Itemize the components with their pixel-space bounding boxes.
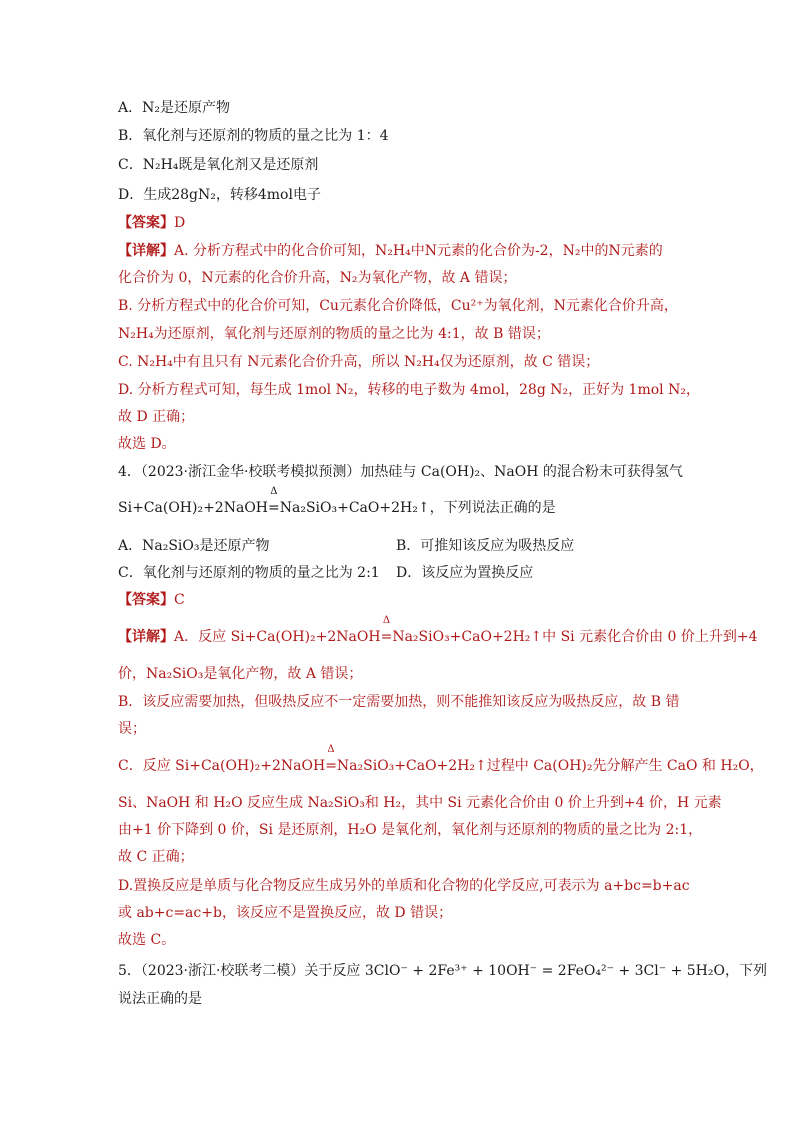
q3-explain-line-8: 故选 D。 — [118, 436, 176, 452]
q4-option-a: A．Na₂SiO₃是还原产物 — [118, 538, 270, 554]
answer-value: D — [174, 215, 186, 231]
q3-explain-line-5: C. N₂H₄中有且只有 N元素化合价升高，所以 N₂H₄仅为还原剂，故 C 错误； — [118, 354, 600, 370]
explain-label: 【详解】 — [118, 629, 174, 645]
q4-stem-line-1: 4．（2023·浙江金华·校联考模拟预测）加热硅与 Ca(OH)₂、NaOH 的混合粉末可获得氢气 — [118, 464, 683, 480]
explain-label: 【详解】 — [118, 243, 174, 259]
q3-explain-line-4: N₂H₄为还原剂，氧化剂与还原剂的物质的量之比为 4:1，故 B 错误； — [118, 326, 550, 342]
heating-equals-sign: Δ = — [268, 486, 280, 516]
q4-explain-line-1: 【详解】A．反应 Si+Ca(OH)₂+2NaOH Δ =Na₂SiO₃+CaO+2H₂↑中 Si 元素化合价由 0 价上升到+4 — [118, 615, 758, 645]
q3-answer-line — [118, 213, 185, 233]
q4-option-d: D．该反应为置换反应 — [396, 565, 534, 581]
q4-explain-line-2: 价，Na₂SiO₃是氧化产物，故 A 错误； — [118, 666, 363, 682]
q3-explain-line-6: D. 分析方程式可知，每生成 1mol N₂，转移的电子数为 4mol，28g N₂，正好为 1mol N₂， — [118, 382, 700, 398]
q3-option-b: B．氧化剂与还原剂的物质的量之比为 1：4 — [118, 128, 389, 144]
q3-option-d: D．生成28gN₂，转移4mol电子 — [118, 187, 321, 203]
q3-explain-line-2: 化合价为 0，N元素的化合价升高，N₂为氧化产物，故 A 错误； — [118, 270, 517, 286]
q3-explain-line-3: B. 分析方程式中的化合价可知，Cu元素化合价降低，Cu²⁺为氧化剂，N元素化合价升高， — [118, 298, 678, 314]
answer-label: 【答案】 — [118, 215, 174, 231]
q5-stem-line-2: 说法正确的是 — [118, 991, 202, 1007]
q3-option-c: C．N₂H₄既是氧化剂又是还原剂 — [118, 157, 319, 173]
answer-value: C — [174, 592, 185, 608]
q4-explain-line-8: 故 C 正确； — [118, 849, 194, 865]
q4-explain-line-5: C．反应 Si+Ca(OH)₂+2NaOH Δ =Na₂SiO₃+CaO+2H₂↑过程中 Ca(OH)₂先分解产生 CaO 和 H₂O， — [118, 744, 764, 774]
q4-explain-line-4: 误； — [118, 721, 146, 737]
q4-answer-line — [118, 590, 185, 610]
q4-explain-line-9: D.置换反应是单质与化合物反应生成另外的单质和化合物的化学反应,可表示为 a+bc=b+ac — [118, 878, 690, 894]
q4-explain-line-11: 故选 C。 — [118, 932, 176, 948]
q4-explain-line-6: Si、NaOH 和 H₂O 反应生成 Na₂SiO₃和 H₂，其中 Si 元素化合价由 0 价上升到+4 价，H 元素 — [118, 795, 722, 811]
q3-explain-line-1: 【详解】A. 分析方程式中的化合价可知，N₂H₄中N元素的化合价为-2，N₂中的N元素的 — [118, 243, 663, 259]
q5-stem-line-1: 5．（2023·浙江·校联考二模）关于反应 3ClO⁻ + 2Fe³⁺ + 10OH⁻ = 2FeO₄²⁻ + 3Cl⁻ + 5H₂O，下列 — [118, 963, 767, 979]
heating-equals-sign: Δ = — [325, 744, 337, 774]
answer-label: 【答案】 — [118, 592, 174, 608]
q3-explain-line-7: 故 D 正确； — [118, 409, 195, 425]
q4-option-b: B．可推知该反应为吸热反应 — [396, 538, 575, 554]
q4-explain-line-10: 或 ab+c=ac+b，该反应不是置换反应，故 D 错误； — [118, 905, 453, 921]
q4-stem-line-2: Si+Ca(OH)₂+2NaOH Δ =Na₂SiO₃+CaO+2H₂↑，下列说法正确的是 — [118, 486, 556, 516]
q3-option-a: A．N₂是还原产物 — [118, 100, 230, 116]
heating-equals-sign: Δ = — [380, 615, 393, 645]
q4-explain-line-7: 由+1 价下降到 0 价，Si 是还原剂，H₂O 是氧化剂，氧化剂与还原剂的物质的量之比为 2:1， — [118, 822, 703, 838]
q4-explain-line-3: B．该反应需要加热，但吸热反应不一定需要加热，则不能推知该反应为吸热反应，故 B 错 — [118, 694, 680, 710]
q5-equation: 3ClO⁻ + 2Fe³⁺ + 10OH⁻ = 2FeO₄²⁻ + 3Cl⁻ + 5H₂O — [364, 963, 725, 979]
q4-option-c: C．氧化剂与还原剂的物质的量之比为 2:1 — [118, 565, 380, 581]
